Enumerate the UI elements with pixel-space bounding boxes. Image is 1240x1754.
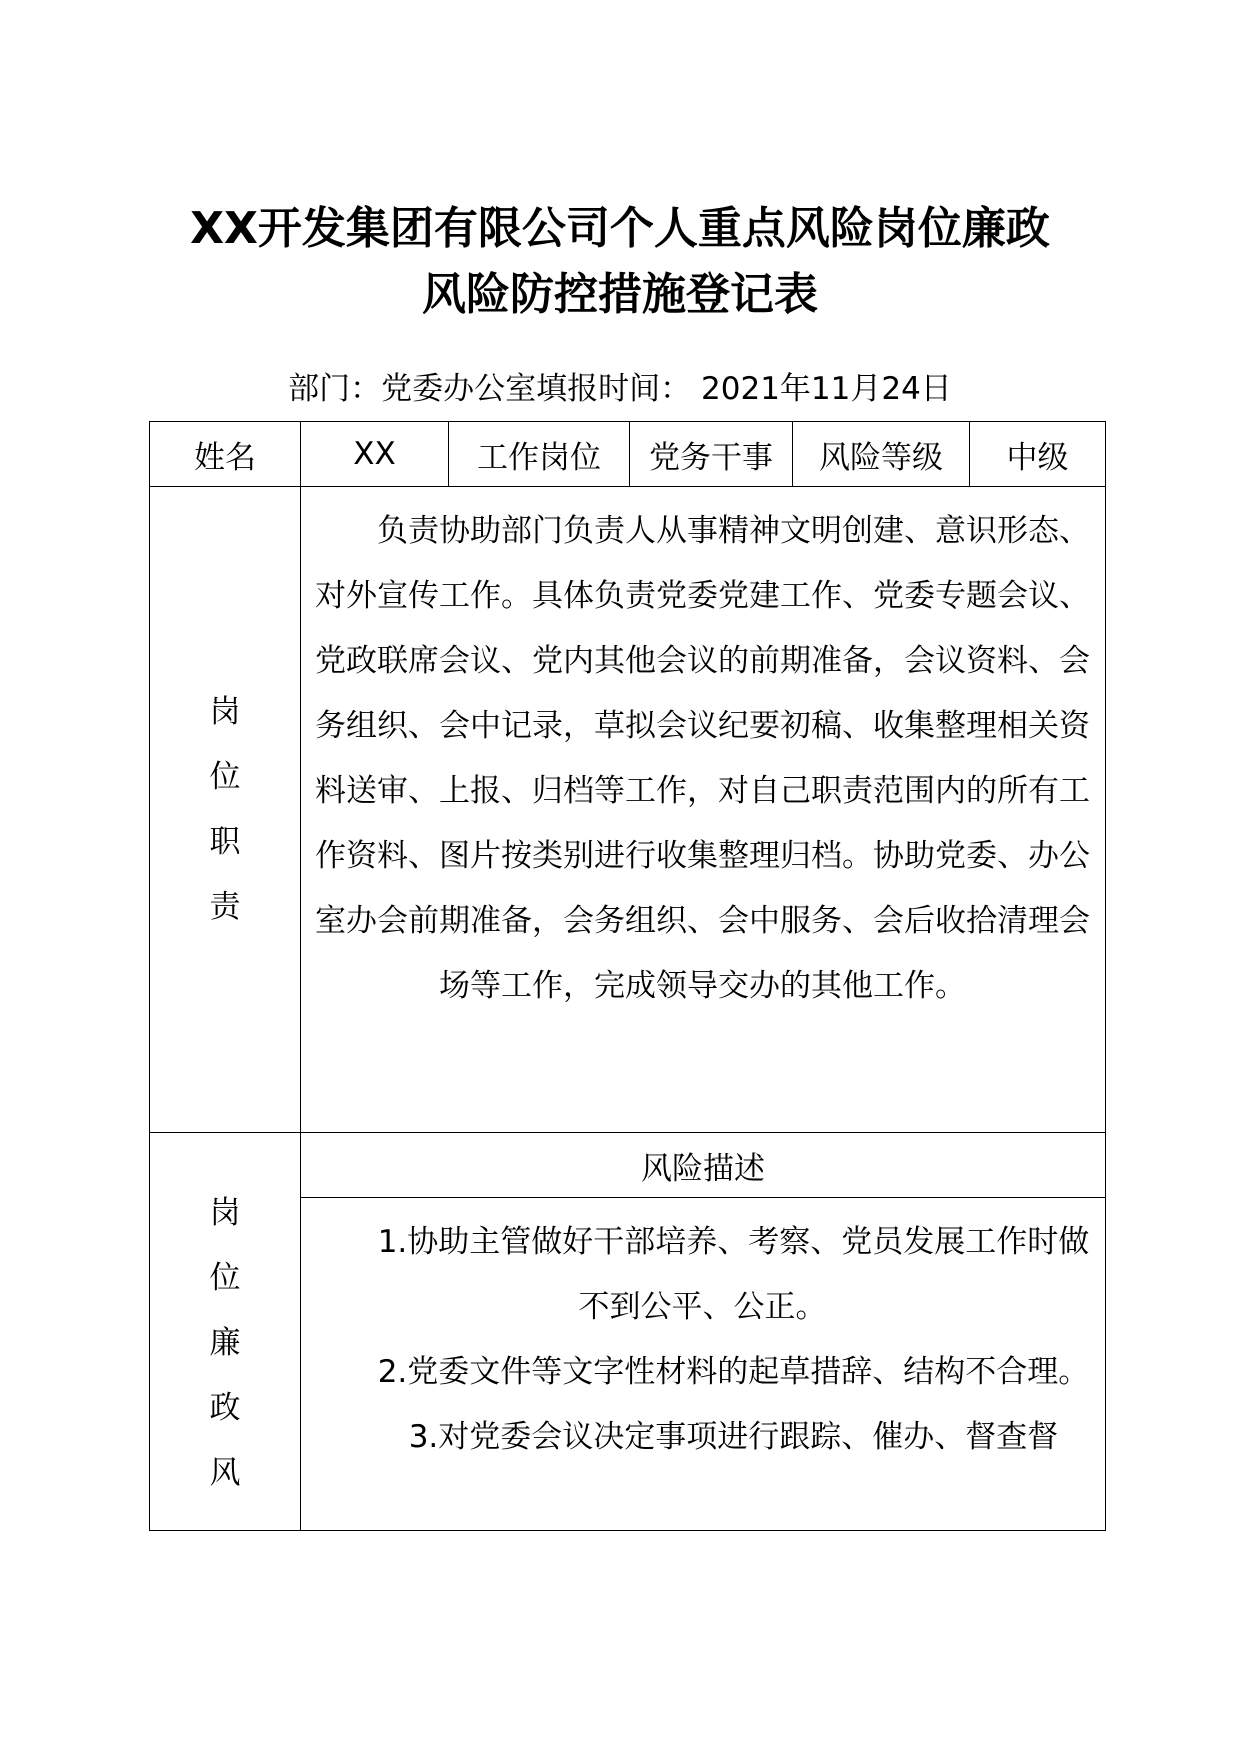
- risk-item: 2.党委文件等文字性材料的起草措辞、结构不合理。: [377, 1354, 1090, 1390]
- duties-label-char: 责: [209, 888, 241, 925]
- duties-text-cell: [301, 487, 1106, 1133]
- risk-label-char: 位: [209, 1260, 241, 1296]
- duties-label-char: 位: [209, 758, 241, 795]
- name-value: XX: [301, 422, 449, 487]
- risk-level-value: 中级: [970, 422, 1106, 487]
- risk-label-char: 廉: [209, 1325, 241, 1361]
- risk-label: [150, 1133, 301, 1531]
- post-value: 党务干事: [630, 422, 793, 487]
- risk-label-char: 风: [209, 1455, 241, 1491]
- risk-label-char: 政: [209, 1390, 241, 1426]
- risk-items-cell: [301, 1198, 1106, 1531]
- duties-label-char: 岗: [209, 693, 241, 730]
- post-label: 工作岗位: [449, 422, 630, 487]
- department-and-date: 部门：党委办公室填报时间： 2021年11月24日: [288, 371, 952, 407]
- duties-label: [150, 487, 301, 1133]
- duties-label-char: 职: [209, 823, 241, 860]
- document-title-line-2: 风险防控措施登记表: [422, 269, 818, 320]
- risk-item: 1.协助主管做好干部培养、考察、党员发展工作时做不到公平、公正。: [377, 1224, 1090, 1325]
- header-row: [150, 422, 1106, 487]
- document-title-line-1: XX开发集团有限公司个人重点风险岗位廉政: [190, 203, 1050, 254]
- risk-item: 3.对党委会议决定事项进行跟踪、催办、督查督: [408, 1419, 1059, 1455]
- risk-level-label: 风险等级: [793, 422, 970, 487]
- duties-row: [150, 487, 1106, 1133]
- registration-table: [149, 421, 1106, 1531]
- duties-text: 负责协助部门负责人从事精神文明创建、意识形态、对外宣传工作。具体负责党委党建工作、党委专题会议、党政联席会议、党内其他会议的前期准备，会议资料、会务组织、会中记录，草拟会议纪要初稿、收集整理相关资料送审、上报、归档等工作，对自己职责范围内的所有工作资料、图片按类别进行收集整理归档。协助党委、办公室办会前期准备，会务组织、会中服务、会后收拾清理会场等工作，完成领导交办的其他工作。: [315, 513, 1090, 1004]
- risk-header-row: [150, 1133, 1106, 1198]
- risk-description-header: 风险描述: [301, 1133, 1106, 1198]
- name-label: 姓名: [150, 422, 301, 487]
- risk-label-char: 岗: [209, 1195, 241, 1231]
